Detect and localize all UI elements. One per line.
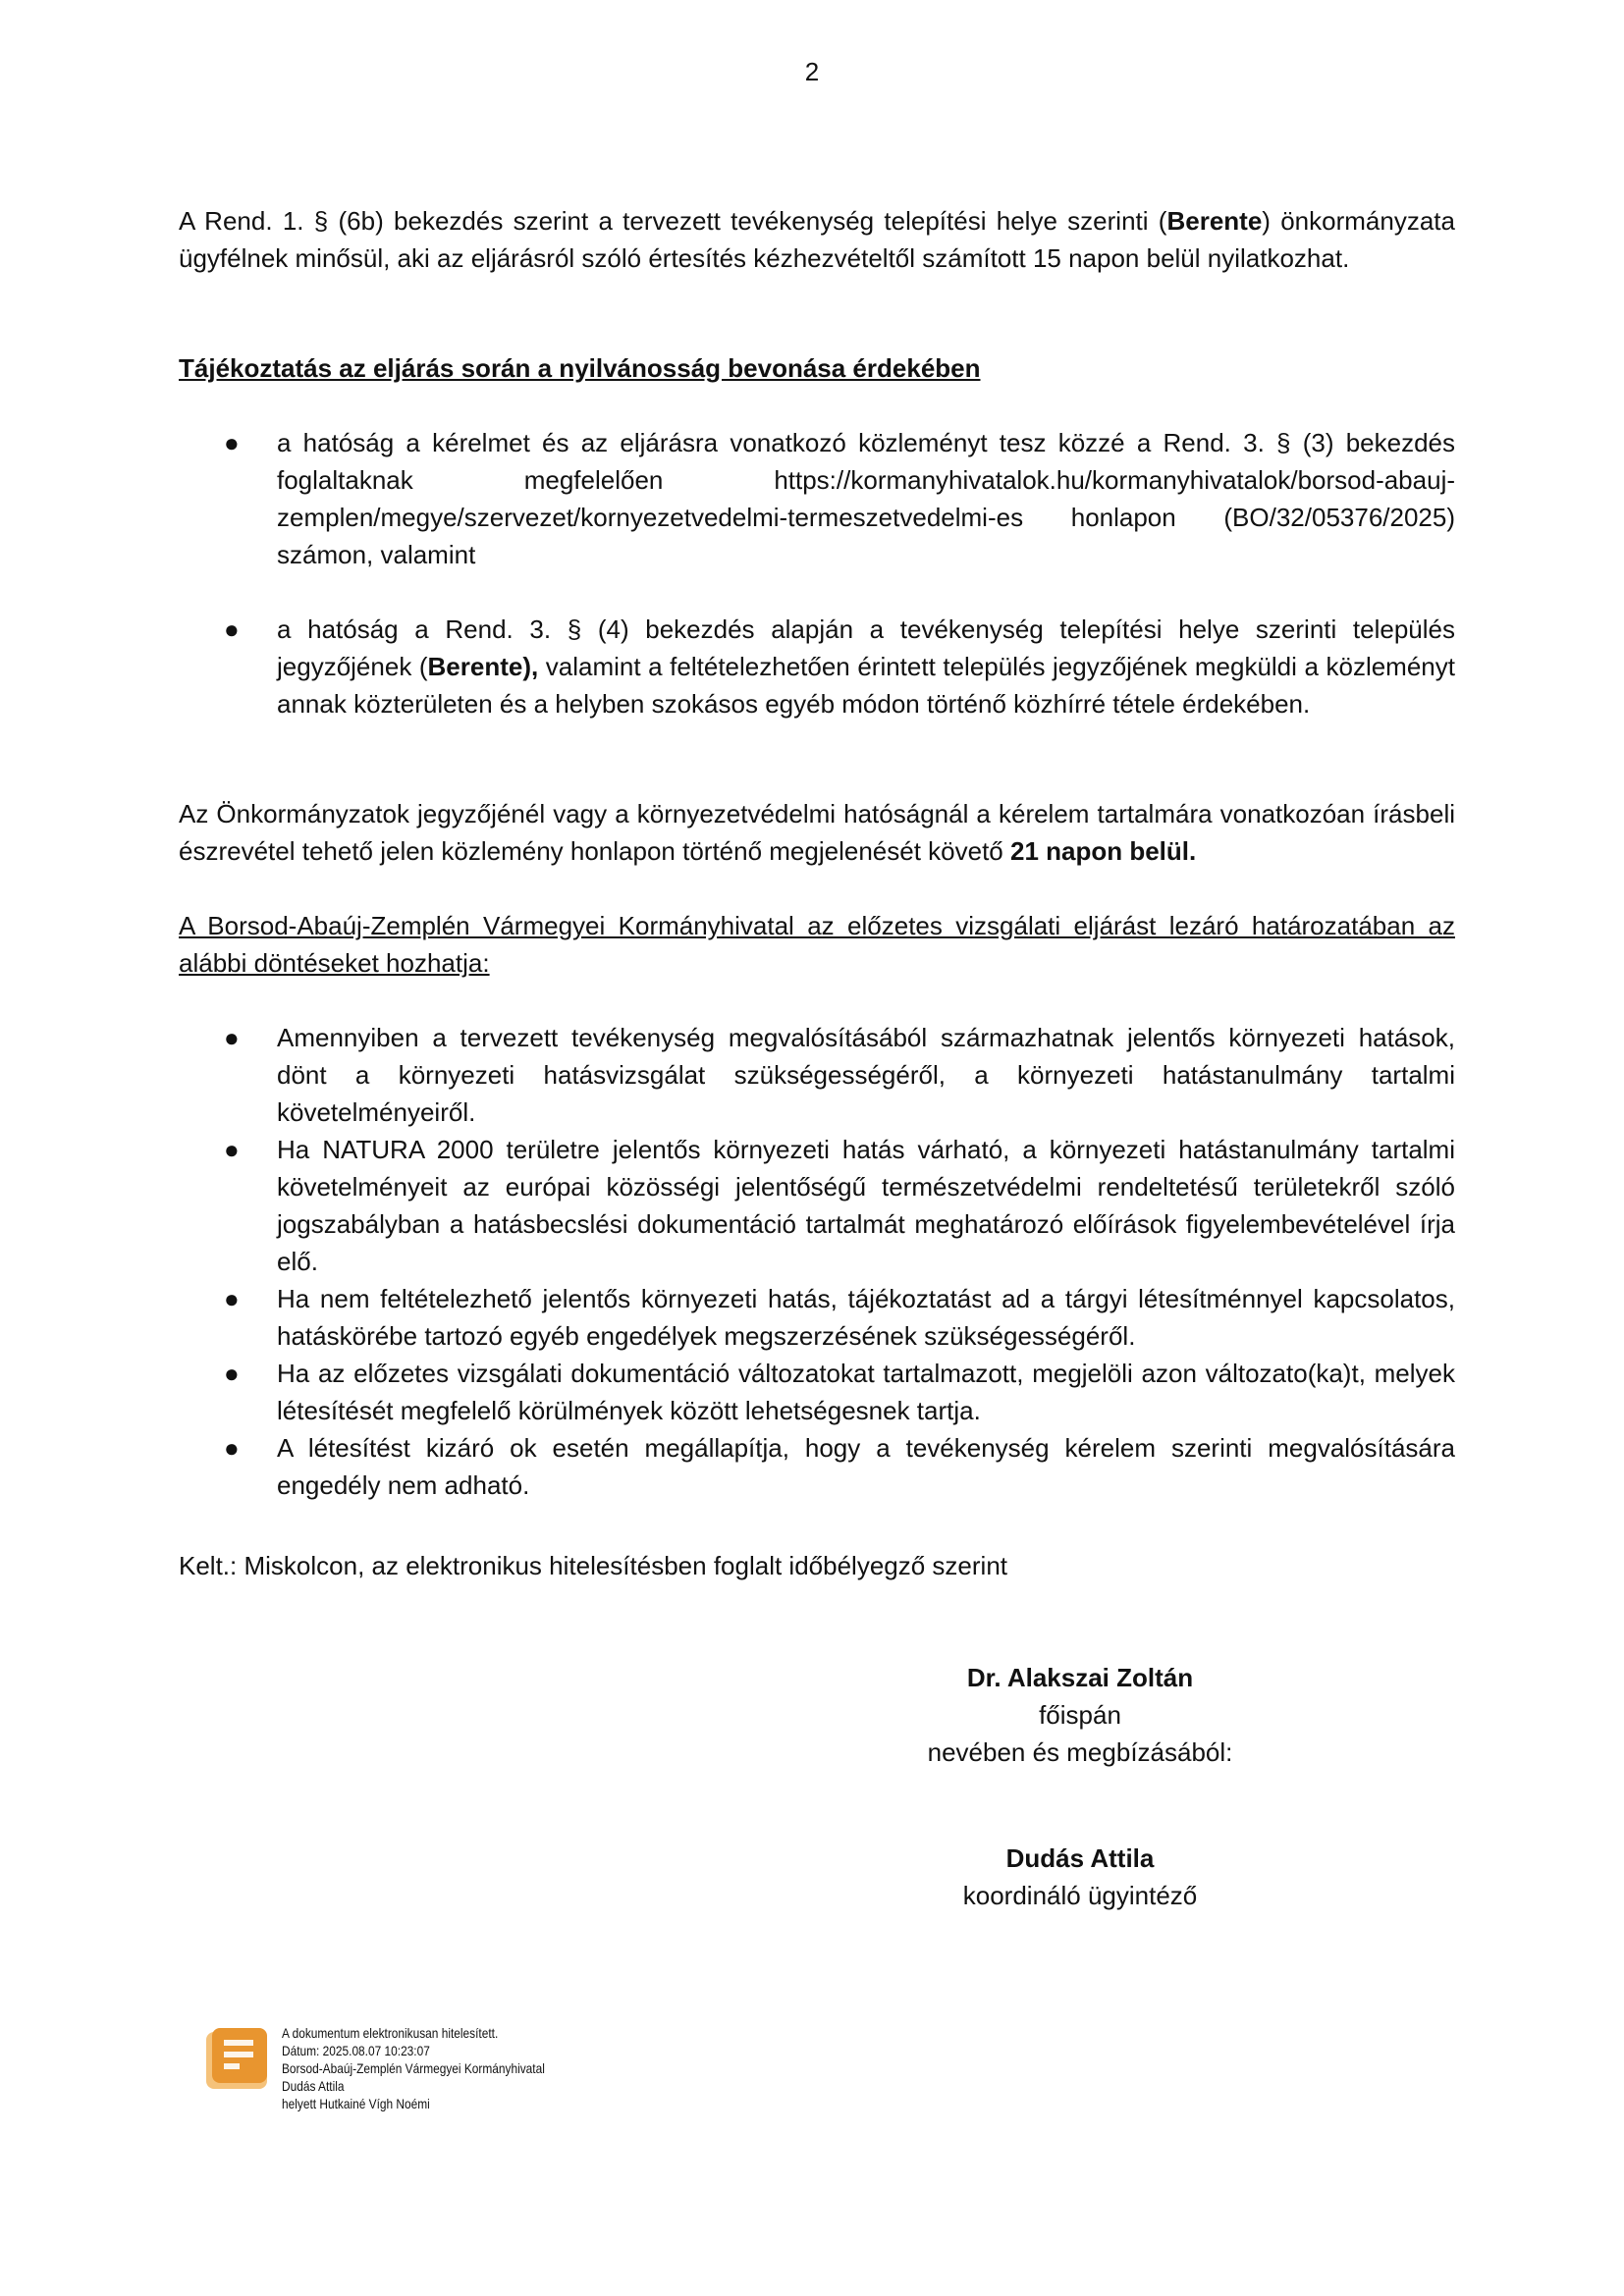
list-item <box>179 1429 1455 1504</box>
para3-text: A Borsod-Abaúj-Zemplén Vármegyei Kormányhivatal az előzetes vizsgálati eljárást lezáró határozatában az alábbi döntéseket hozhatja: <box>179 911 1455 978</box>
signer-name: Dr. Alakszai Zoltán <box>966 1663 1194 1692</box>
list-item <box>179 1019 1455 1131</box>
stamp-line: Dudás Attila <box>282 2078 345 2094</box>
list-item <box>179 424 1455 573</box>
section-heading <box>179 349 1455 387</box>
bullet-icon: ● <box>224 1284 240 1313</box>
info-item-bold: Berente), <box>427 652 539 681</box>
paragraph-rend <box>179 202 1455 277</box>
decision-list <box>179 1019 1455 1504</box>
list-item <box>179 611 1455 722</box>
bullet-icon: ● <box>224 614 240 644</box>
paragraph-decisions-intro <box>179 907 1455 982</box>
signer-title: koordináló ügyintéző <box>962 1881 1198 1910</box>
decision-text: Ha nem feltételezhető jelentős környezeti hatás, tájékoztatást ad a tárgyi létesítménnyel kapcsolatos, hatáskörébe tartozó egyéb engedélyek megszerzésének szükségességéről. <box>277 1284 1455 1351</box>
decision-text: Ha NATURA 2000 területre jelentős környezeti hatás várható, a környezeti hatástanulmány tartalmi követelményeit az európai közösségi jelentőségű természetvédelmi rendeltetésű területekről szóló jogszabályban a hatásbecslési dokumentáció tartalmát meghatározó előírások figyelembevételével írja elő. <box>277 1135 1455 1276</box>
bullet-icon: ● <box>224 1433 240 1463</box>
kelt-text: Kelt.: Miskolcon, az elektronikus hitelesítésben foglalt időbélyegző szerint <box>179 1551 1007 1580</box>
para1-pre: A Rend. 1. § (6b) bekezdés szerint a tervezett tevékenység telepítési helye szerinti ( <box>179 206 1167 236</box>
signature-block-2 <box>884 1840 1276 1914</box>
stamp-line: Dátum: 2025.08.07 10:23:07 <box>282 2043 430 2058</box>
list-item <box>179 1355 1455 1429</box>
stamp-line: helyett Hutkainé Vígh Noémi <box>282 2096 430 2111</box>
e-signature-stamp-icon <box>202 2026 273 2098</box>
paragraph-comments <box>179 795 1455 870</box>
bullet-icon: ● <box>224 428 240 457</box>
signer-title: főispán <box>1039 1700 1121 1730</box>
signer-name: Dudás Attila <box>1005 1843 1155 1873</box>
info-list <box>179 424 1455 722</box>
page-number: 2 <box>804 57 820 86</box>
info-item-text: a hatóság a kérelmet és az eljárásra vonatkozó közleményt tesz közzé a Rend. 3. § (3) bekezdés foglaltaknak megfelelően https://kormanyhivatalok.hu/kormanyhivatalok/borsod-abauj-zemplen/megye/szervezet/kornyezetvedelmi-termeszetvedelmi-es honlapon (BO/32/05376/2025) számon, valamint <box>277 428 1455 569</box>
stamp-line: A dokumentum elektronikusan hitelesített. <box>282 2025 499 2041</box>
info-item-pre: a hatóság a Rend. 3. § (4) bekezdés alapján a tevékenység telepítési helye szerinti település jegyzőjének ( <box>277 614 1455 681</box>
info-item-post: valamint a feltételezhetően érintett település jegyzőjének megküldi a közleményt annak közterületen és a helyben szokásos egyéb módon történő közhírré tétele érdekében. <box>277 652 1455 719</box>
decision-text: Ha az előzetes vizsgálati dokumentáció változatokat tartalmazott, megjelöli azon változato(ka)t, melyek létesítését megfelelő körülmények között lehetségesnek tartja. <box>277 1359 1455 1425</box>
heading-text: Tájékoztatás az eljárás során a nyilvánosság bevonása érdekében <box>179 353 981 383</box>
para1-post: ) önkormányzata ügyfélnek minősül, aki az eljárásról szóló értesítés kézhezvételtől számított 15 napon belül nyilatkozhat. <box>179 206 1455 273</box>
kelt-line <box>179 1547 1455 1584</box>
decision-text: Amennyiben a tervezett tevékenység megvalósításából származhatnak jelentős környezeti hatások, dönt a környezeti hatásvizsgálat szükségességéről, a környezeti hatástanulmány tartalmi követelményeiről. <box>277 1023 1455 1127</box>
bullet-icon: ● <box>224 1359 240 1388</box>
para1-bold: Berente <box>1166 206 1263 236</box>
list-item <box>179 1280 1455 1355</box>
para2-pre: Az Önkormányzatok jegyzőjénél vagy a környezetvédelmi hatóságnál a kérelem tartalmára vonatkozóan írásbeli észrevétel tehető jelen közlemény honlapon történő megjelenését követő <box>179 799 1455 866</box>
bullet-icon: ● <box>224 1135 240 1164</box>
signature-block-1 <box>884 1659 1276 1771</box>
bullet-icon: ● <box>224 1023 240 1052</box>
list-item <box>179 1131 1455 1280</box>
para2-bold: 21 napon belül. <box>1009 836 1197 866</box>
decision-text: A létesítést kizáró ok esetén megállapítja, hogy a tevékenység kérelem szerinti megvalósítására engedély nem adható. <box>277 1433 1455 1500</box>
stamp-text <box>282 2024 545 2112</box>
stamp-line: Borsod-Abaúj-Zemplén Vármegyei Kormányhivatal <box>282 2060 545 2076</box>
signer-note: nevében és megbízásából: <box>927 1737 1233 1767</box>
